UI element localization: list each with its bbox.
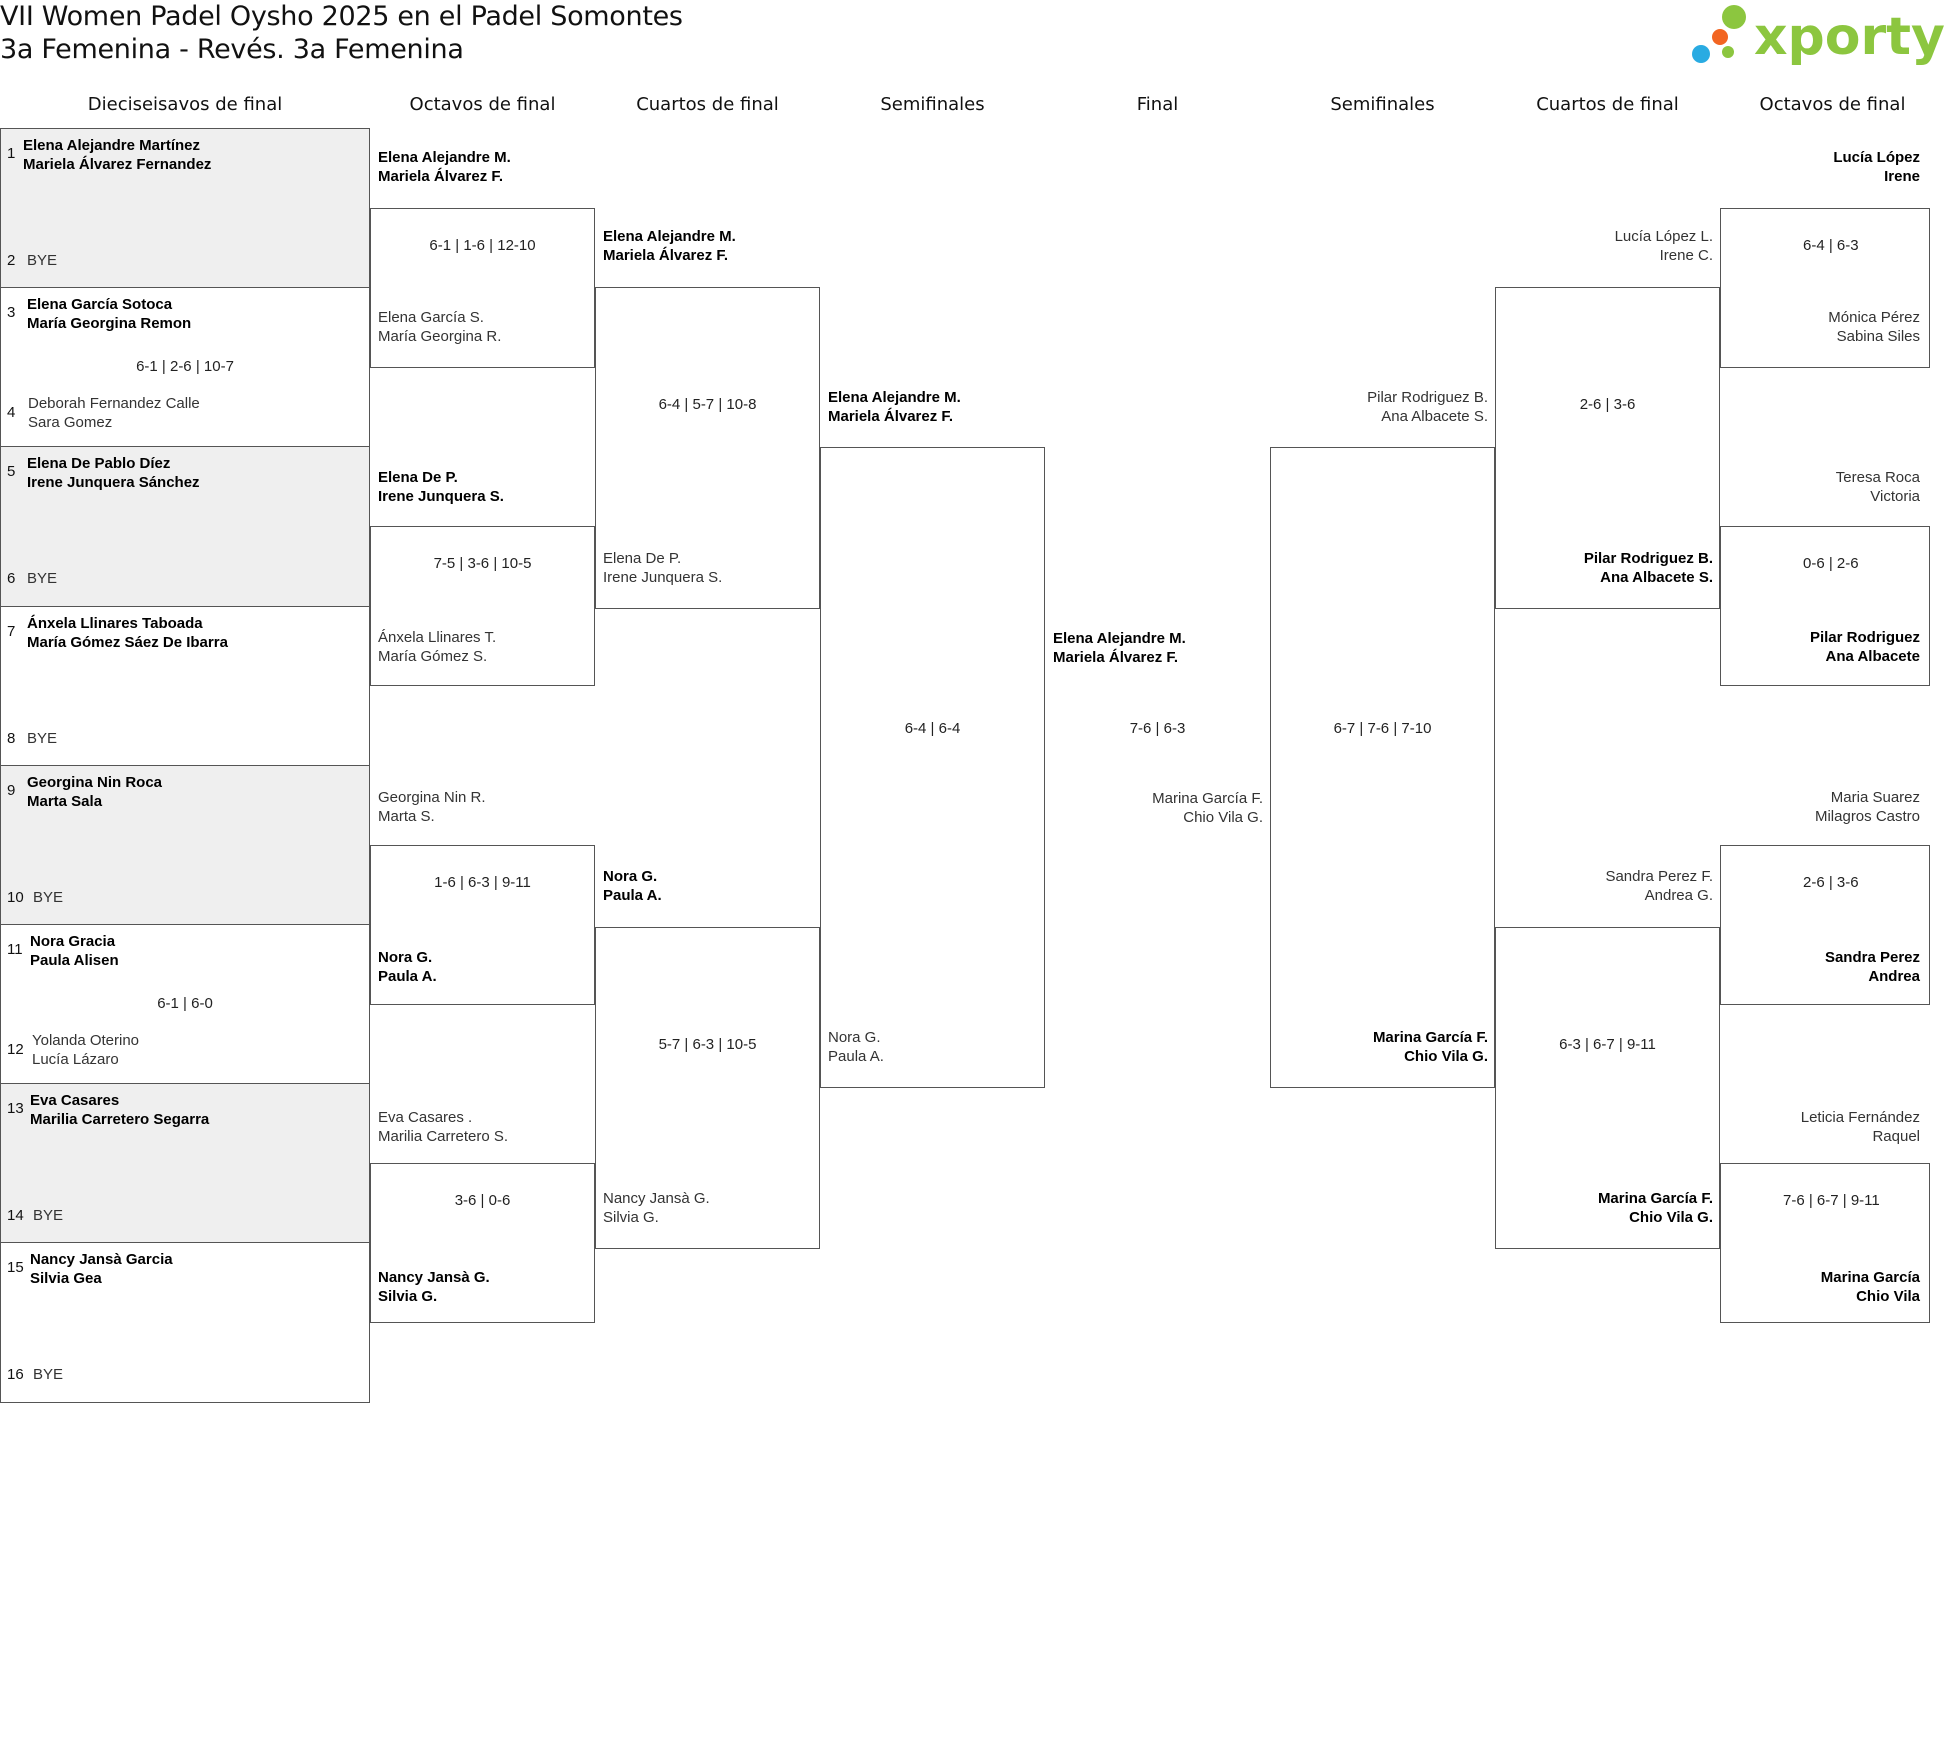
player-name: Mónica Pérez (1828, 309, 1920, 326)
r16-team-a (27, 454, 327, 492)
column-header-r8-right: Octavos de final (1759, 94, 1906, 115)
qf-right-team-b (1495, 1189, 1713, 1227)
player-name: Nora Gracia (30, 933, 116, 950)
player-name: Georgina Nin R. (378, 789, 486, 806)
r16-team-b (32, 1031, 332, 1069)
player-name: Marta Sala (27, 792, 103, 810)
sf-team-a (828, 388, 1043, 426)
r16-team-a (30, 1091, 330, 1129)
player-name: Mariela Álvarez Fernandez (23, 156, 212, 173)
logo-wordmark: xporty (1754, 7, 1945, 67)
player-name: Nancy Jansà G. (378, 1269, 490, 1286)
r16-team-a (30, 1250, 330, 1288)
player-name: Marina García F. (1372, 1029, 1488, 1046)
player-name: Paula A. (378, 968, 437, 985)
player-name: Sandra Perez (1824, 949, 1920, 966)
r8-right-team-a (1720, 1108, 1920, 1146)
player-name: Teresa Roca (1835, 469, 1920, 486)
player-name: Silvia G. (378, 1288, 438, 1305)
sf-score: 6-4 | 6-4 (904, 720, 961, 737)
qf-right-team-b (1495, 549, 1713, 587)
player-name: Silvia Gea (30, 1270, 102, 1288)
column-header-final: Final (1136, 94, 1179, 115)
bye-label: BYE (33, 888, 64, 906)
player-name: Nancy Jansà Garcia (30, 1251, 173, 1269)
player-name: Chio Vila G. (1183, 809, 1263, 826)
player-name: María Georgina Remon (27, 315, 192, 333)
player-name: Pilar Rodriguez B. (1367, 389, 1488, 406)
player-name: Ánxela Llinares T. (378, 629, 497, 646)
player-name: Andrea (1868, 968, 1920, 985)
player-name: Elena Alejandre Martínez (23, 137, 200, 154)
category-title: 3a Femenina - Revés. 3a Femenina (0, 34, 464, 65)
player-name: Eva Casares (30, 1092, 120, 1110)
sf-team-b (828, 1028, 1043, 1066)
qf-team-a (603, 227, 818, 265)
r8-right-team-b (1720, 1268, 1920, 1306)
seed-number: 9 (7, 781, 16, 799)
player-name: Elena García Sotoca (27, 296, 173, 314)
qf-score: 6-4 | 5-7 | 10-8 (658, 396, 757, 413)
player-name: Sandra Perez F. (1605, 868, 1713, 885)
qf-right-score: 6-3 | 6-7 | 9-11 (1559, 1036, 1656, 1053)
logo-dot-orange (1712, 29, 1728, 45)
player-name: Ana Albacete S. (1381, 408, 1488, 425)
player-name: Elena García S. (378, 309, 484, 326)
bye-label: BYE (33, 1366, 64, 1384)
r8-score: 3-6 | 0-6 (454, 1192, 511, 1210)
r8-right-team-b (1720, 948, 1920, 986)
r8-right-team-a (1720, 148, 1920, 186)
player-name: Lucía López (1833, 149, 1920, 166)
player-name: Marilia Carretero S. (378, 1128, 509, 1145)
player-name: Mariela Álvarez F. (828, 408, 954, 425)
r16-team-a (30, 932, 330, 970)
r8-right-score: 6-4 | 6-3 (1803, 237, 1859, 254)
r16-team-a (27, 295, 327, 333)
r16-team-b (28, 394, 328, 432)
player-name: Lucía López L. (1614, 228, 1713, 245)
r8-team-b (378, 948, 593, 986)
player-name: Irene (1884, 168, 1920, 185)
r8-team-a (378, 468, 593, 506)
player-name: Maria Suarez (1830, 789, 1920, 806)
player-name: Irene Junquera S. (603, 569, 723, 586)
bye-label: BYE (27, 729, 58, 747)
sf-right-team-b (1270, 1028, 1488, 1066)
player-name: María Gómez Sáez De Ibarra (27, 633, 228, 651)
column-header-r16: Dieciseisavos de final (87, 94, 283, 115)
r8-score: 7-5 | 3-6 | 10-5 (433, 555, 532, 573)
r8-team-a (378, 1108, 593, 1146)
final-team-b (1045, 789, 1263, 827)
column-header-qf-right: Cuartos de final (1536, 94, 1679, 115)
player-name: Raquel (1872, 1128, 1920, 1145)
r16-team-a (23, 136, 323, 174)
seed-number: 14 (7, 1207, 24, 1225)
player-name: Irene Junquera Sánchez (27, 474, 200, 492)
player-name: Elena Alejandre M. (378, 149, 511, 166)
player-name: Elena De P. (378, 469, 458, 486)
player-name: Mariela Álvarez F. (1053, 649, 1179, 666)
column-header-qf: Cuartos de final (636, 94, 779, 115)
player-name: Elena Alejandre M. (1053, 630, 1186, 647)
r8-team-a (378, 788, 593, 826)
player-name: Chio Vila G. (1404, 1048, 1488, 1065)
tournament-title: VII Women Padel Oysho 2025 en el Padel Somontes (0, 1, 683, 32)
player-name: Marta S. (378, 808, 435, 825)
player-name: Marina García (1820, 1269, 1920, 1286)
player-name: Andrea G. (1644, 887, 1713, 904)
r8-team-b (378, 1268, 593, 1306)
player-name: Irene Junquera S. (378, 488, 504, 505)
seed-number: 1 (7, 145, 16, 162)
qf-score: 5-7 | 6-3 | 10-5 (658, 1036, 757, 1053)
final-score: 7-6 | 6-3 (1129, 720, 1186, 737)
r8-right-team-a (1720, 788, 1920, 826)
r16-team-a (27, 614, 327, 652)
player-name: Leticia Fernández (1800, 1109, 1920, 1126)
seed-number: 13 (7, 1100, 24, 1118)
seed-number: 4 (7, 404, 16, 422)
player-name: Paula A. (603, 887, 662, 904)
bye-label: BYE (27, 252, 58, 269)
logo-dot-green-small (1722, 46, 1734, 58)
r8-team-b (378, 308, 593, 346)
player-name: Deborah Fernandez Calle (28, 395, 200, 413)
player-name: Paula A. (828, 1048, 884, 1065)
seed-number: 3 (7, 304, 16, 322)
player-name: Ánxela Llinares Taboada (27, 614, 203, 632)
player-name: María Gómez S. (378, 648, 488, 665)
player-name: Elena De Pablo Díez (27, 455, 171, 473)
sf-right-match-box (1270, 447, 1495, 1088)
player-name: Nora G. (828, 1029, 881, 1046)
player-name: Paula Alisen (30, 952, 119, 969)
player-name: Chio Vila (1856, 1288, 1920, 1305)
seed-number: 10 (7, 888, 24, 906)
player-name: Irene C. (1659, 247, 1713, 264)
player-name: Sara Gomez (28, 414, 113, 432)
r16-score: 6-1 | 6-0 (157, 995, 213, 1012)
player-name: Elena Alejandre M. (828, 389, 961, 406)
seed-number: 15 (7, 1259, 24, 1277)
seed-number: 2 (7, 252, 16, 269)
r8-score: 1-6 | 6-3 | 9-11 (434, 873, 531, 891)
player-name: Elena Alejandre M. (603, 228, 736, 245)
qf-team-b (603, 549, 818, 587)
bye-label: BYE (33, 1207, 64, 1225)
player-name: Ana Albacete S. (1600, 569, 1713, 586)
r16-score: 6-1 | 2-6 | 10-7 (136, 358, 234, 376)
player-name: Nora G. (378, 949, 433, 966)
r8-right-score: 7-6 | 6-7 | 9-11 (1783, 1192, 1880, 1210)
player-name: Mariela Álvarez F. (378, 168, 504, 185)
xporty-logo (1688, 2, 1945, 72)
seed-number: 16 (7, 1366, 24, 1384)
qf-team-b (603, 1189, 818, 1227)
player-name: Marilia Carretero Segarra (30, 1111, 210, 1129)
bye-label: BYE (27, 570, 58, 588)
player-name: Georgina Nin Roca (27, 773, 163, 791)
player-name: Marina García F. (1597, 1190, 1713, 1207)
seed-number: 5 (7, 463, 16, 481)
player-name: María Georgina R. (378, 328, 502, 345)
sf-right-team-a (1270, 388, 1488, 426)
player-name: Silvia G. (603, 1209, 659, 1226)
qf-right-team-a (1495, 227, 1713, 265)
player-name: Milagros Castro (1814, 808, 1920, 825)
r16-team-a (27, 773, 327, 811)
player-name: Pilar Rodriguez B. (1583, 550, 1713, 567)
r8-team-b (378, 628, 593, 666)
player-name: Sabina Siles (1836, 328, 1920, 345)
seed-number: 6 (7, 570, 16, 588)
seed-number: 12 (7, 1041, 24, 1058)
r8-right-score: 0-6 | 2-6 (1803, 555, 1859, 573)
column-header-sf: Semifinales (880, 94, 985, 115)
r8-right-team-b (1720, 308, 1920, 346)
player-name: Nora G. (603, 868, 658, 885)
seed-number: 11 (7, 941, 23, 958)
sf-match-box (820, 447, 1045, 1088)
player-name: Eva Casares . (378, 1109, 473, 1126)
r8-team-a (378, 148, 593, 186)
qf-team-a (603, 867, 818, 905)
logo-dot-green (1722, 5, 1746, 29)
final-team-a (1053, 629, 1268, 667)
player-name: Marina García F. (1152, 790, 1263, 807)
column-header-sf-right: Semifinales (1330, 94, 1435, 115)
player-name: Nancy Jansà G. (603, 1190, 710, 1207)
player-name: Victoria (1870, 488, 1920, 505)
player-name: Mariela Álvarez F. (603, 247, 729, 264)
qf-right-score: 2-6 | 3-6 (1579, 396, 1636, 413)
sf-right-score: 6-7 | 7-6 | 7-10 (1333, 720, 1432, 737)
player-name: Pilar Rodriguez (1809, 629, 1920, 646)
seed-number: 8 (7, 729, 16, 747)
column-header-r8: Octavos de final (409, 94, 556, 115)
logo-dot-blue (1692, 45, 1710, 63)
qf-right-team-a (1495, 867, 1713, 905)
player-name: Elena De P. (603, 550, 682, 567)
r8-right-team-a (1720, 468, 1920, 506)
player-name: Ana Albacete (1825, 648, 1920, 665)
r8-score: 6-1 | 1-6 | 12-10 (429, 237, 536, 254)
player-name: Chio Vila G. (1629, 1209, 1713, 1226)
player-name: Yolanda Oterino (32, 1032, 140, 1049)
r8-right-team-b (1720, 628, 1920, 666)
seed-number: 7 (7, 622, 16, 640)
r8-right-score: 2-6 | 3-6 (1803, 873, 1859, 891)
player-name: Lucía Lázaro (32, 1051, 119, 1068)
